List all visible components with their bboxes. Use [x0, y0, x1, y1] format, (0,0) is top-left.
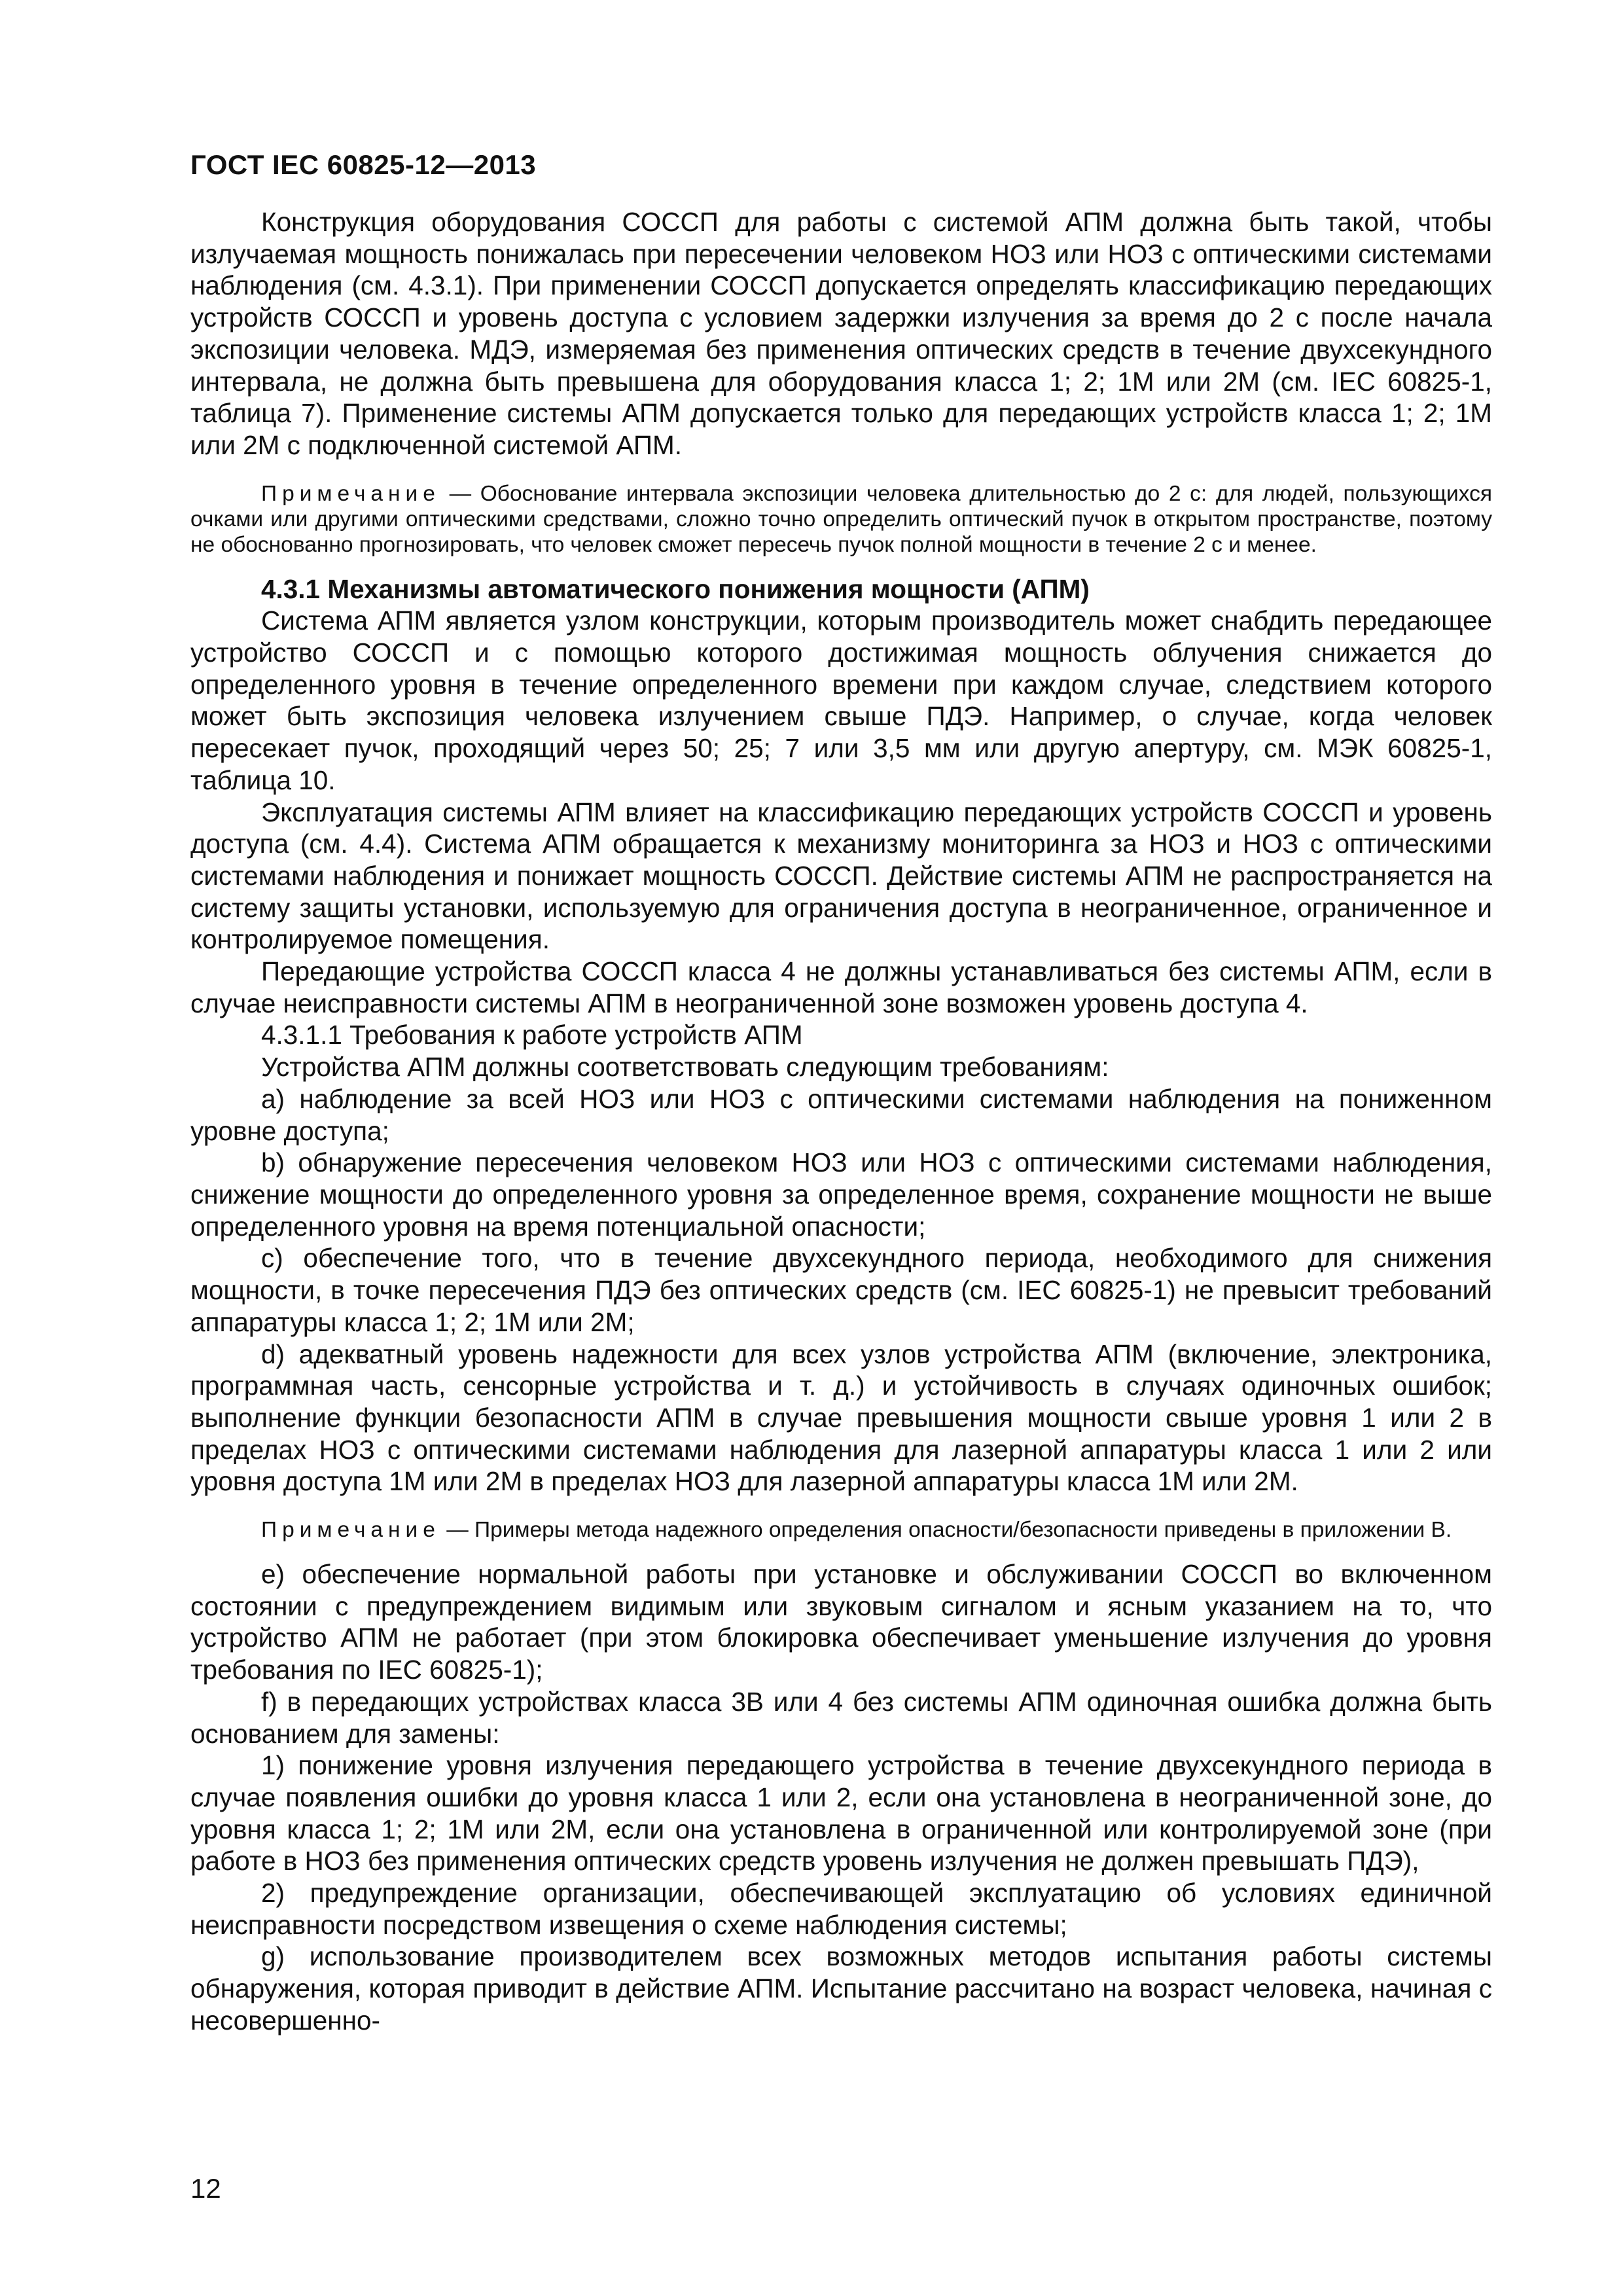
list-item-d: d) адекватный уровень надежности для всех узлов устройства АПМ (включение, электроника, программная часть, сенсорные устройства и т. д.) и устойчивость в случаях одиночных ошибок; выполнение функции безопасности АПМ в случае превышения мощности свыше уровня 1 или 2 в пределах НОЗ с оптическими системами наблюдения для лазерной аппаратуры класса 1 или 2 или уровня доступа 1М или 2М в пределах НОЗ для лазерной аппаратуры класса 1М или 2М. — [190, 1338, 1492, 1497]
paragraph-class-4: Передающие устройства СОССП класса 4 не должны устанавливаться без системы АПМ, если в случае неисправности системы АПМ в неограниченной зоне возможен уровень доступа 4. — [190, 956, 1492, 1018]
list-item-e: e) обеспечение нормальной работы при установке и обслуживании СОССП во включенном состоянии с предупреждением видимым или звуковым сигналом и ясным указанием на то, что устройство АПМ не работает (при этом блокировка обеспечивает уменьшение излучения до уровня требования по IEC 60825-1); — [190, 1559, 1492, 1685]
list-item-f: f) в передающих устройствах класса 3В или 4 без системы АПМ одиночная ошибка должна быть основанием для замены: — [190, 1686, 1492, 1749]
list-item-a: a) наблюдение за всей НОЗ или НОЗ с оптическими системами наблюдения на пониженном уровне доступа; — [190, 1083, 1492, 1146]
note-label: Примечание — [261, 1518, 440, 1543]
note-label: Примечание — [261, 481, 440, 506]
paragraph-requirements-intro: Устройства АПМ должны соответствовать следующим требованиям: — [261, 1052, 1109, 1083]
paragraph-apm-system: Система АПМ является узлом конструкции, которым производитель может снабдить передающее устройство СОССП и с помощью которого достижимая мощность облучения снижается до определенного уровня в течение определенного времени при каждом случае, следствием которого может быть экспозиция человека излучением свыше ПДЭ. Например, о случае, когда человек пересекает пучок, проходящий через 50; 25; 7 или 3,5 мм или другую апертуру, см. МЭК 60825-1, таблица 10. — [190, 605, 1492, 795]
document-body — [190, 206, 1492, 2037]
paragraph-apm-operation: Эксплуатация системы АПМ влияет на классификацию передающих устройств СОССП и уровень доступа (см. 4.4). Система АПМ обращается к механизму мониторинга за НОЗ и НОЗ с оптическими системами наблюдения и понижает мощность СОССП. Действие системы АПМ не распространяется на систему защиты установки, используемую для ограничения доступа в неограниченное, ограниченное и контролируемое помещения. — [190, 797, 1492, 955]
list-item-f-1: 1) понижение уровня излучения передающего устройства в течение двухсекундного периода в случае появления ошибки до уровня класса 1 или 2, если она установлена в неограниченной зоне, до уровня класса 1; 2; 1М или 2М, если она установлена в ограниченной или контролируемой зоне (при работе в НОЗ без применения оптических средств уровень излучения не должен превышать ПДЭ), — [190, 1750, 1492, 1876]
note-examples — [190, 1517, 1492, 1543]
page-number: 12 — [190, 2173, 221, 2204]
list-item-b: b) обнаружение пересечения человеком НОЗ или НОЗ с оптическими системами наблюдения, снижение мощности до определенного уровня за определенное время, сохранение мощности не выше определенного уровня на время потенциальной опасности; — [190, 1147, 1492, 1242]
list-item-c: c) обеспечение того, что в течение двухсекундного периода, необходимого для снижения мощности, в точке пересечения ПДЭ без оптических средств (см. IEC 60825-1) не превысит требований аппаратуры класса 1; 2; 1М или 2М; — [190, 1243, 1492, 1337]
list-item-g: g) использование производителем всех возможных методов испытания работы системы обнаружения, которая приводит в действие АПМ. Испытание рассчитано на возраст человека, начиная с несовершенно- — [190, 1941, 1492, 2036]
document-header: ГОСТ IEC 60825-12—2013 — [190, 149, 537, 180]
subsection-heading-4-3-1-1: 4.3.1.1 Требования к работе устройств АПМ — [261, 1020, 803, 1050]
note-text: — Обоснование интервала экспозиции человека длительностью до 2 с: для людей, пользующихся очками или другими оптическими средствами, сложно точно определить оптический пучок в открытом пространстве, поэтому не обоснованно прогнозировать, что человек сможет пересечь пучок полной мощности в течение 2 с и менее. — [190, 481, 1492, 557]
list-item-f-2: 2) предупреждение организации, обеспечивающей эксплуатацию об условиях единичной неисправности посредством извещения о схеме наблюдения системы; — [190, 1878, 1492, 1940]
paragraph-apm-design: Конструкция оборудования СОССП для работы с системой АПМ должна быть такой, чтобы излучаемая мощность понижалась при пересечении человеком НОЗ или НОЗ с оптическими системами наблюдения (см. 4.3.1). При применении СОССП допускается определять классификацию передающих устройств СОССП и уровень доступа с условием задержки излучения за время до 2 с после начала экспозиции человека. МДЭ, измеряемая без применения оптических средств в течение двухсекундного интервала, не должна быть превышена для оборудования класса 1; 2; 1М или 2М (см. IEC 60825-1, таблица 7). Применение системы АПМ допускается только для передающих устройств класса 1; 2; 1М или 2М с подключенной системой АПМ. — [190, 207, 1492, 460]
note-text: — Примеры метода надежного определения опасности/безопасности приведены в приложении В. — [440, 1518, 1452, 1543]
section-heading-4-3-1: 4.3.1 Механизмы автоматического понижения мощности (АПМ) — [261, 573, 1090, 604]
note-exposure-interval — [190, 481, 1492, 558]
